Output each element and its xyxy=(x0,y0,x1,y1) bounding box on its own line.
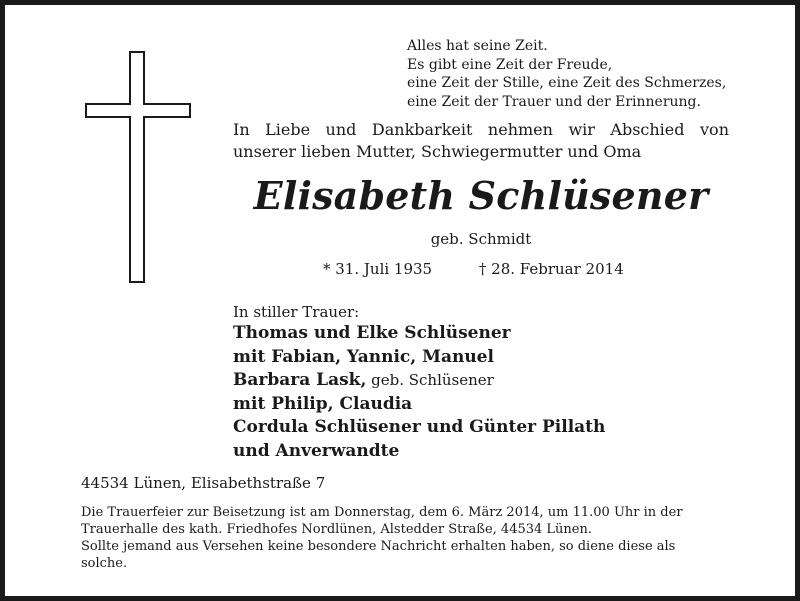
mourner-line xyxy=(233,440,605,464)
poem-line: eine Zeit der Stille, eine Zeit des Schmerzes, xyxy=(407,75,727,91)
family-address: 44534 Lünen, Elisabethstraße 7 xyxy=(81,474,326,492)
mourner-line xyxy=(233,369,605,393)
funeral-line: solche. xyxy=(81,556,128,571)
mourner-birth-name: geb. Schlüsener xyxy=(366,371,494,389)
death-date: † 28. Februar 2014 xyxy=(478,260,624,278)
funeral-line: Trauerhalle des kath. Friedhofes Nordlünen, Alstedder Straße, 44534 Lünen. xyxy=(81,522,592,537)
mourner-line xyxy=(233,393,605,417)
birth-name: geb. Schmidt xyxy=(430,230,532,248)
life-dates xyxy=(323,260,624,278)
mourner-name: Cordula Schlüsener und Günter Pillath xyxy=(233,417,606,437)
intro-text xyxy=(233,119,729,163)
mourners-list xyxy=(233,302,605,463)
poem-line: Es gibt eine Zeit der Freude, xyxy=(407,56,613,73)
funeral-line: Die Trauerfeier zur Beisetzung ist am Donnerstag, dem 6. März 2014, um 11.00 Uhr in der xyxy=(81,505,683,520)
deceased-name: Elisabeth Schlüsener xyxy=(253,173,709,218)
mourner-name: und Anverwandte xyxy=(233,440,400,461)
mourner-name: mit Fabian, Yannic, Manuel xyxy=(233,346,494,367)
mourners-label: In stiller Trauer: xyxy=(233,303,360,321)
mourner-line xyxy=(233,346,605,370)
mourner-line xyxy=(233,322,605,346)
birth-date: * 31. Juli 1935 xyxy=(323,260,433,278)
funeral-notice xyxy=(81,504,731,572)
mourner-line xyxy=(233,416,605,440)
intro-line: unserer lieben Mutter, Schwiegermutter und Oma xyxy=(233,142,642,161)
cross-icon xyxy=(85,51,191,283)
funeral-line: Sollte jemand aus Versehen keine besondere Nachricht erhalten haben, so diene diese als xyxy=(81,539,676,554)
mourner-name: Thomas und Elke Schlüsener xyxy=(233,323,511,343)
mourner-name: Barbara Lask, xyxy=(233,370,367,390)
poem-line: Alles hat seine Zeit. xyxy=(407,38,548,54)
mourner-name: mit Philip, Claudia xyxy=(233,393,413,414)
intro-line: In Liebe und Dankbarkeit nehmen wir Abschied von xyxy=(233,120,729,139)
poem xyxy=(407,37,726,111)
poem-line: eine Zeit der Trauer und der Erinnerung. xyxy=(407,93,701,110)
